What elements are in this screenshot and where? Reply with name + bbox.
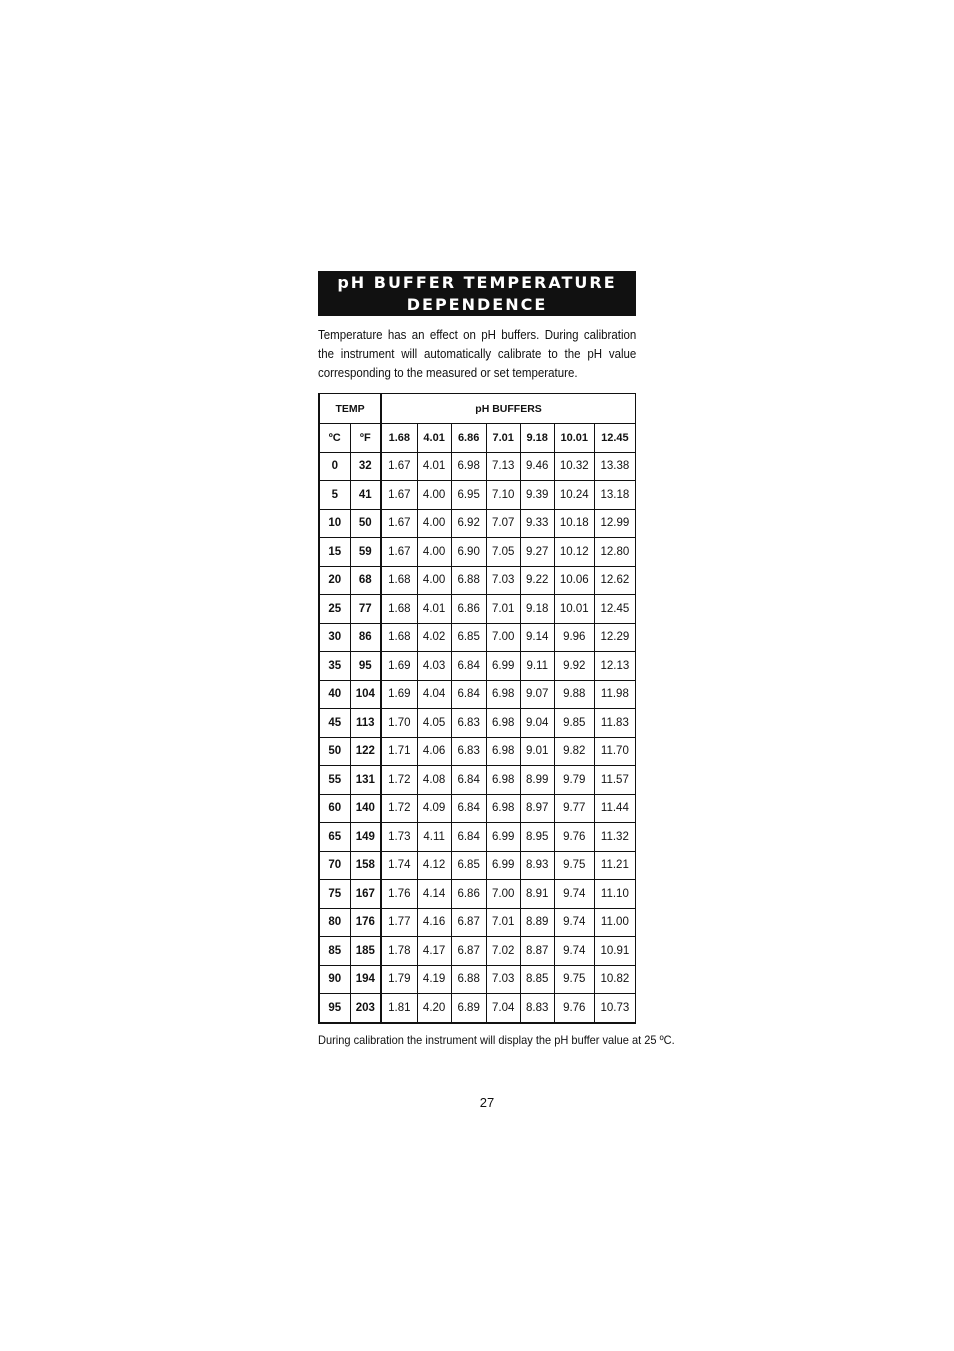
buffer-value-cell: 11.21 <box>594 851 635 880</box>
buffer-value-cell: 10.12 <box>554 538 594 567</box>
table-row <box>319 965 636 994</box>
fahrenheit-cell: 176 <box>350 908 381 937</box>
table-row <box>319 509 636 538</box>
buffer-value-cell: 1.73 <box>381 823 417 852</box>
buffer-value-cell: 4.01 <box>417 452 451 481</box>
table-row <box>319 908 636 937</box>
buffer-value-cell: 11.32 <box>594 823 635 852</box>
buffer-value-cell: 7.01 <box>486 595 520 624</box>
buffer-value-cell: 9.04 <box>520 709 554 738</box>
table-row <box>319 680 636 709</box>
buffer-value-cell: 6.84 <box>451 680 486 709</box>
celsius-cell: 75 <box>319 880 350 909</box>
celsius-cell: 15 <box>319 538 350 567</box>
buffer-value-cell: 1.67 <box>381 509 417 538</box>
table-row <box>319 652 636 681</box>
celsius-cell: 0 <box>319 452 350 481</box>
fahrenheit-cell: 68 <box>350 566 381 595</box>
buffer-value-cell: 7.00 <box>486 623 520 652</box>
buffer-value-cell: 9.74 <box>554 908 594 937</box>
buffer-value-cell: 1.69 <box>381 680 417 709</box>
buffer-value-cell: 6.98 <box>486 709 520 738</box>
buffer-value-cell: 6.86 <box>451 595 486 624</box>
buffer-value-cell: 1.68 <box>381 595 417 624</box>
buffer-value-cell: 7.07 <box>486 509 520 538</box>
buffer-value-cell: 6.99 <box>486 652 520 681</box>
buffer-value-cell: 6.88 <box>451 566 486 595</box>
celsius-cell: 65 <box>319 823 350 852</box>
table-row <box>319 595 636 624</box>
buffer-value-cell: 7.00 <box>486 880 520 909</box>
buffer-value-cell: 6.92 <box>451 509 486 538</box>
table-row <box>319 766 636 795</box>
fahrenheit-cell: 59 <box>350 538 381 567</box>
table-row <box>319 737 636 766</box>
buffer-value-cell: 9.85 <box>554 709 594 738</box>
buffer-value-cell: 4.00 <box>417 566 451 595</box>
buffer-value-cell: 11.00 <box>594 908 635 937</box>
buffer-value-cell: 10.24 <box>554 481 594 510</box>
buffer-value-cell: 7.13 <box>486 452 520 481</box>
table-row <box>319 538 636 567</box>
table-row <box>319 880 636 909</box>
table-row <box>319 994 636 1023</box>
buffer-value-cell: 8.89 <box>520 908 554 937</box>
celsius-cell: 60 <box>319 794 350 823</box>
buffer-value-cell: 1.69 <box>381 652 417 681</box>
buffer-value-cell: 1.68 <box>381 566 417 595</box>
buffer-value-cell: 8.99 <box>520 766 554 795</box>
buffer-value-cell: 9.01 <box>520 737 554 766</box>
temp-group-header: TEMP <box>319 394 381 424</box>
table-row <box>319 623 636 652</box>
celsius-cell: 55 <box>319 766 350 795</box>
section-title-line2: DEPENDENCE <box>406 295 548 314</box>
buffer-value-cell: 6.86 <box>451 880 486 909</box>
buffer-value-cell: 1.72 <box>381 794 417 823</box>
fahrenheit-cell: 122 <box>350 737 381 766</box>
buffer-value-cell: 7.02 <box>486 937 520 966</box>
buffer-value-cell: 13.18 <box>594 481 635 510</box>
buffer-value-cell: 9.92 <box>554 652 594 681</box>
buffer-value-cell: 1.74 <box>381 851 417 880</box>
buffer-value-cell: 8.93 <box>520 851 554 880</box>
ph-buffer-table <box>318 393 636 1024</box>
buffer-header: 12.45 <box>594 424 635 453</box>
buffer-value-cell: 1.67 <box>381 452 417 481</box>
buffer-header: 7.01 <box>486 424 520 453</box>
celsius-cell: 40 <box>319 680 350 709</box>
celsius-cell: 45 <box>319 709 350 738</box>
fahrenheit-cell: 32 <box>350 452 381 481</box>
buffer-value-cell: 7.05 <box>486 538 520 567</box>
buffer-value-cell: 4.00 <box>417 509 451 538</box>
celsius-cell: 10 <box>319 509 350 538</box>
buffers-group-header: pH BUFFERS <box>381 394 635 424</box>
buffer-value-cell: 8.91 <box>520 880 554 909</box>
buffer-value-cell: 9.07 <box>520 680 554 709</box>
buffer-value-cell: 10.73 <box>594 994 635 1023</box>
buffer-value-cell: 10.82 <box>594 965 635 994</box>
fahrenheit-cell: 113 <box>350 709 381 738</box>
buffer-value-cell: 6.98 <box>486 794 520 823</box>
buffer-value-cell: 6.98 <box>486 766 520 795</box>
buffer-value-cell: 4.17 <box>417 937 451 966</box>
table-row <box>319 566 636 595</box>
fahrenheit-cell: 185 <box>350 937 381 966</box>
table-row <box>319 937 636 966</box>
buffer-value-cell: 8.95 <box>520 823 554 852</box>
fahrenheit-cell: 86 <box>350 623 381 652</box>
buffer-value-cell: 8.85 <box>520 965 554 994</box>
celsius-cell: 35 <box>319 652 350 681</box>
buffer-value-cell: 8.87 <box>520 937 554 966</box>
celsius-cell: 20 <box>319 566 350 595</box>
buffer-value-cell: 9.18 <box>520 595 554 624</box>
buffer-value-cell: 4.03 <box>417 652 451 681</box>
buffer-value-cell: 7.03 <box>486 566 520 595</box>
buffer-value-cell: 11.83 <box>594 709 635 738</box>
table-row <box>319 823 636 852</box>
table-row <box>319 481 636 510</box>
buffer-value-cell: 12.29 <box>594 623 635 652</box>
fahrenheit-cell: 77 <box>350 595 381 624</box>
buffer-value-cell: 12.45 <box>594 595 635 624</box>
buffer-value-cell: 9.77 <box>554 794 594 823</box>
table-body <box>319 452 636 1023</box>
buffer-value-cell: 10.91 <box>594 937 635 966</box>
buffer-value-cell: 7.01 <box>486 908 520 937</box>
buffer-value-cell: 9.27 <box>520 538 554 567</box>
buffer-value-cell: 6.84 <box>451 823 486 852</box>
buffer-value-cell: 8.83 <box>520 994 554 1023</box>
buffer-value-cell: 9.46 <box>520 452 554 481</box>
celsius-header: ºC <box>319 424 350 453</box>
buffer-value-cell: 7.03 <box>486 965 520 994</box>
buffer-value-cell: 6.99 <box>486 851 520 880</box>
buffer-value-cell: 9.22 <box>520 566 554 595</box>
calibration-note: During calibration the instrument will display the pH buffer value at 25 ºC. <box>318 1033 675 1047</box>
buffer-value-cell: 13.38 <box>594 452 635 481</box>
section-title <box>318 271 636 316</box>
buffer-header: 1.68 <box>381 424 417 453</box>
buffer-value-cell: 9.39 <box>520 481 554 510</box>
buffer-value-cell: 6.84 <box>451 652 486 681</box>
buffer-value-cell: 9.14 <box>520 623 554 652</box>
buffer-value-cell: 6.98 <box>486 680 520 709</box>
buffer-value-cell: 6.88 <box>451 965 486 994</box>
buffer-value-cell: 6.83 <box>451 737 486 766</box>
celsius-cell: 70 <box>319 851 350 880</box>
buffer-value-cell: 1.70 <box>381 709 417 738</box>
celsius-cell: 25 <box>319 595 350 624</box>
buffer-value-cell: 1.79 <box>381 965 417 994</box>
fahrenheit-cell: 149 <box>350 823 381 852</box>
buffer-value-cell: 4.04 <box>417 680 451 709</box>
buffer-value-cell: 6.85 <box>451 623 486 652</box>
fahrenheit-cell: 95 <box>350 652 381 681</box>
fahrenheit-cell: 167 <box>350 880 381 909</box>
buffer-value-cell: 1.71 <box>381 737 417 766</box>
buffer-value-cell: 7.04 <box>486 994 520 1023</box>
buffer-value-cell: 4.19 <box>417 965 451 994</box>
table-row <box>319 709 636 738</box>
buffer-header: 4.01 <box>417 424 451 453</box>
page-number: 27 <box>479 1095 495 1110</box>
fahrenheit-cell: 104 <box>350 680 381 709</box>
buffer-value-cell: 6.98 <box>451 452 486 481</box>
section-title-line1: pH BUFFER TEMPERATURE <box>337 273 617 292</box>
buffer-value-cell: 1.68 <box>381 623 417 652</box>
buffer-value-cell: 9.33 <box>520 509 554 538</box>
buffer-value-cell: 4.05 <box>417 709 451 738</box>
buffer-value-cell: 1.67 <box>381 481 417 510</box>
buffer-value-cell: 10.18 <box>554 509 594 538</box>
buffer-header: 10.01 <box>554 424 594 453</box>
table-row <box>319 452 636 481</box>
buffer-value-cell: 12.62 <box>594 566 635 595</box>
celsius-cell: 30 <box>319 623 350 652</box>
buffer-value-cell: 11.70 <box>594 737 635 766</box>
buffer-value-cell: 9.82 <box>554 737 594 766</box>
fahrenheit-cell: 140 <box>350 794 381 823</box>
buffer-value-cell: 9.79 <box>554 766 594 795</box>
buffer-value-cell: 1.72 <box>381 766 417 795</box>
buffer-value-cell: 4.01 <box>417 595 451 624</box>
buffer-value-cell: 9.75 <box>554 965 594 994</box>
buffer-value-cell: 4.16 <box>417 908 451 937</box>
buffer-value-cell: 1.67 <box>381 538 417 567</box>
celsius-cell: 5 <box>319 481 350 510</box>
fahrenheit-cell: 158 <box>350 851 381 880</box>
buffer-value-cell: 6.84 <box>451 766 486 795</box>
buffer-value-cell: 9.76 <box>554 994 594 1023</box>
buffer-value-cell: 4.02 <box>417 623 451 652</box>
buffer-value-cell: 6.85 <box>451 851 486 880</box>
buffer-value-cell: 12.13 <box>594 652 635 681</box>
buffer-value-cell: 6.95 <box>451 481 486 510</box>
buffer-value-cell: 11.57 <box>594 766 635 795</box>
buffer-value-cell: 4.08 <box>417 766 451 795</box>
buffer-value-cell: 4.00 <box>417 481 451 510</box>
celsius-cell: 90 <box>319 965 350 994</box>
table-row <box>319 794 636 823</box>
buffer-value-cell: 4.12 <box>417 851 451 880</box>
fahrenheit-cell: 50 <box>350 509 381 538</box>
buffer-value-cell: 1.78 <box>381 937 417 966</box>
fahrenheit-cell: 41 <box>350 481 381 510</box>
buffer-value-cell: 4.11 <box>417 823 451 852</box>
buffer-value-cell: 4.09 <box>417 794 451 823</box>
celsius-cell: 50 <box>319 737 350 766</box>
buffer-value-cell: 12.80 <box>594 538 635 567</box>
buffer-value-cell: 1.76 <box>381 880 417 909</box>
buffer-value-cell: 7.10 <box>486 481 520 510</box>
fahrenheit-cell: 131 <box>350 766 381 795</box>
buffer-value-cell: 6.98 <box>486 737 520 766</box>
table-row <box>319 851 636 880</box>
buffer-value-cell: 11.10 <box>594 880 635 909</box>
buffer-value-cell: 11.44 <box>594 794 635 823</box>
buffer-value-cell: 10.06 <box>554 566 594 595</box>
buffer-value-cell: 4.14 <box>417 880 451 909</box>
buffer-value-cell: 9.76 <box>554 823 594 852</box>
buffer-value-cell: 6.99 <box>486 823 520 852</box>
buffer-value-cell: 9.11 <box>520 652 554 681</box>
buffer-value-cell: 6.84 <box>451 794 486 823</box>
buffer-value-cell: 6.87 <box>451 908 486 937</box>
fahrenheit-header: ºF <box>350 424 381 453</box>
buffer-header: 6.86 <box>451 424 486 453</box>
buffer-value-cell: 6.90 <box>451 538 486 567</box>
buffer-value-cell: 9.74 <box>554 880 594 909</box>
buffer-value-cell: 8.97 <box>520 794 554 823</box>
intro-paragraph: Temperature has an effect on pH buffers. During calibration the instrument will automatically calibrate to the pH value corresponding to the measured or set temperature. <box>318 328 637 380</box>
buffer-value-cell: 9.74 <box>554 937 594 966</box>
buffer-value-cell: 6.83 <box>451 709 486 738</box>
buffer-header: 9.18 <box>520 424 554 453</box>
buffer-value-cell: 4.06 <box>417 737 451 766</box>
buffer-value-cell: 10.01 <box>554 595 594 624</box>
buffer-value-cell: 12.99 <box>594 509 635 538</box>
buffer-value-cell: 11.98 <box>594 680 635 709</box>
celsius-cell: 80 <box>319 908 350 937</box>
buffer-value-cell: 9.88 <box>554 680 594 709</box>
buffer-value-cell: 9.75 <box>554 851 594 880</box>
celsius-cell: 95 <box>319 994 350 1023</box>
celsius-cell: 85 <box>319 937 350 966</box>
buffer-value-cell: 4.20 <box>417 994 451 1023</box>
buffer-value-cell: 9.96 <box>554 623 594 652</box>
buffer-value-cell: 10.32 <box>554 452 594 481</box>
buffer-value-cell: 6.89 <box>451 994 486 1023</box>
fahrenheit-cell: 203 <box>350 994 381 1023</box>
buffer-value-cell: 4.00 <box>417 538 451 567</box>
fahrenheit-cell: 194 <box>350 965 381 994</box>
buffer-value-cell: 1.81 <box>381 994 417 1023</box>
buffer-value-cell: 6.87 <box>451 937 486 966</box>
buffer-value-cell: 1.77 <box>381 908 417 937</box>
